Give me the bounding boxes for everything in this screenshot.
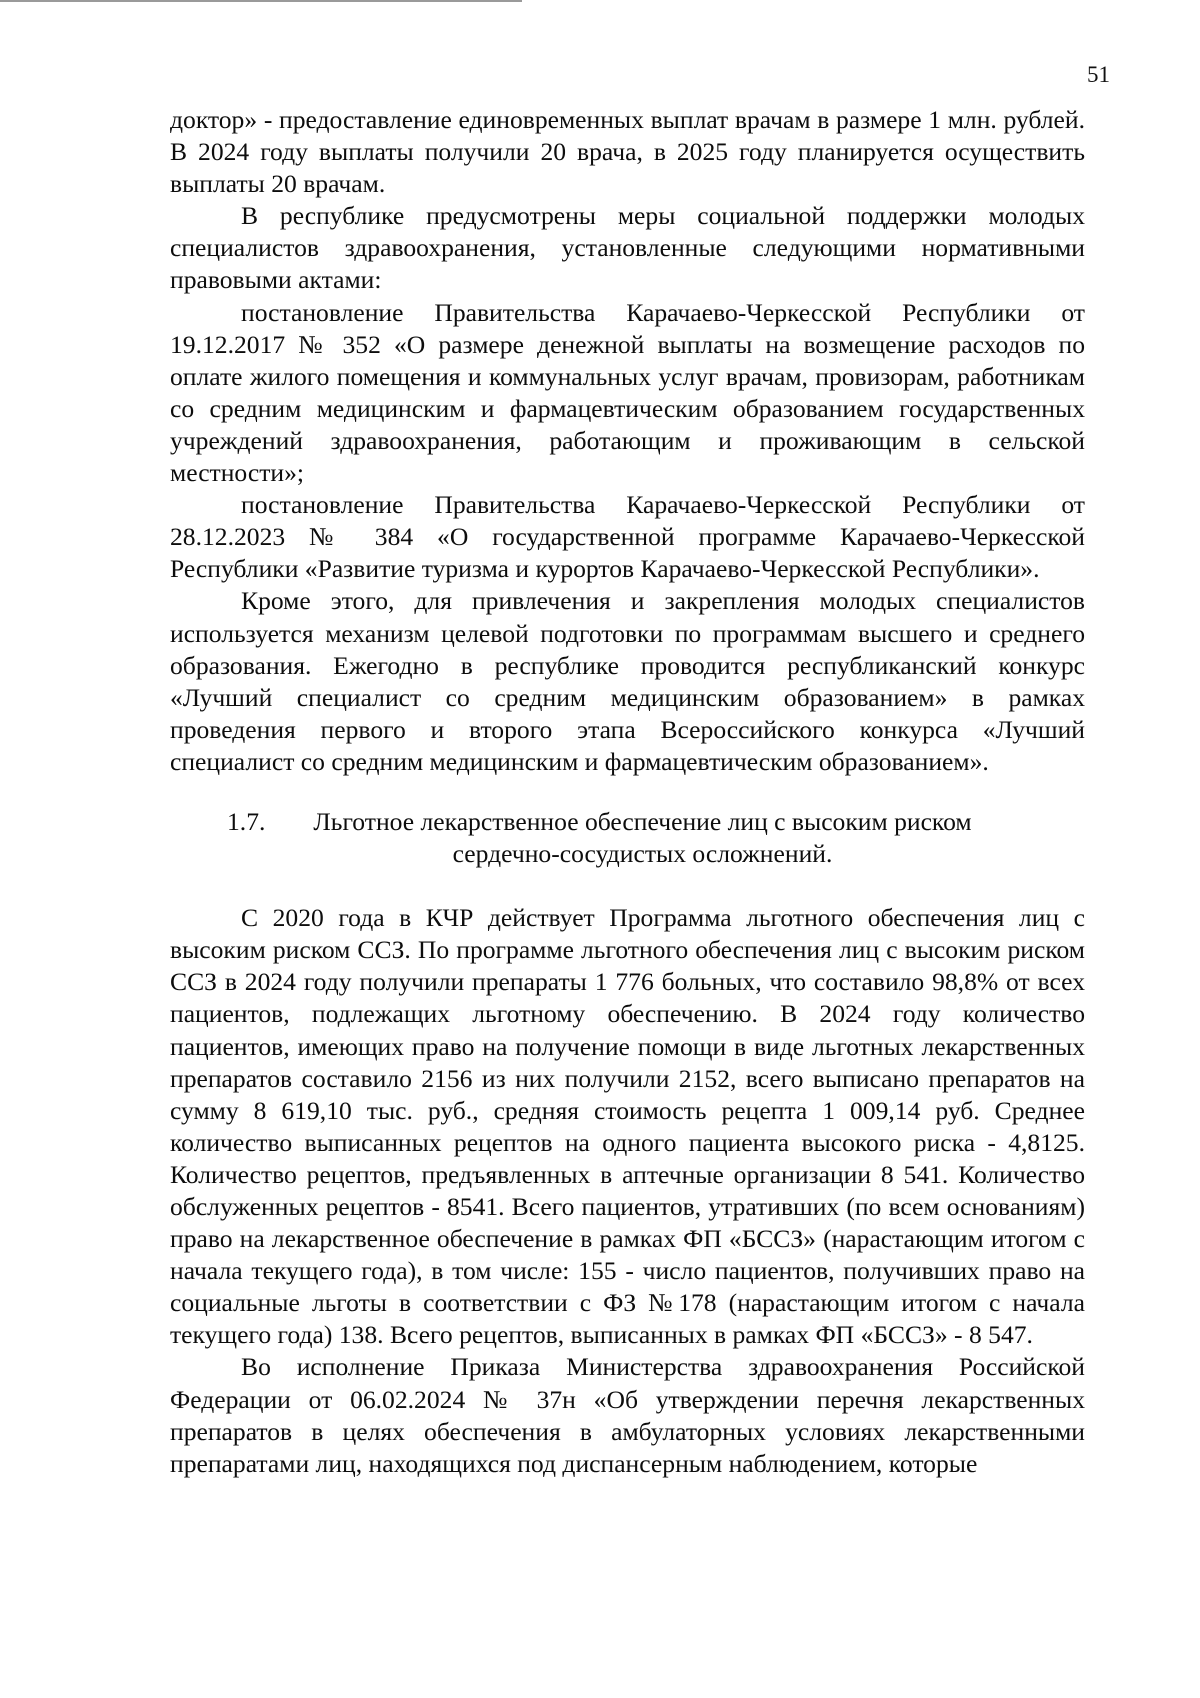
section-title-line2: сердечно-сосудистых осложнений. (452, 839, 833, 869)
section-heading (170, 806, 1085, 870)
page-number: 51 (1087, 62, 1110, 87)
paragraph-program-stats: С 2020 года в КЧР действует Программа льготного обеспечения лиц с высоким риском ССЗ. По программе льготного обеспечения лиц с высоким риском ССЗ в 2024 году получили препараты 1 776 больных, что составило 98,8% от всех пациентов, подлежащих льготному обеспечению. В 2024 году количество пациентов, имеющих право на получение помощи в виде льготных лекарственных препаратов составило 2156 из них получили 2152, всего выписано препаратов на сумму 8 619,10 тыс. руб., средняя стоимость рецепта 1 009,14 руб. Среднее количество выписанных рецептов на одного пациента высокого риска - 4,8125. Количество рецептов, предъявленных в аптечные организации 8 541. Количество обслуженных рецептов - 8541. Всего пациентов, утративших (по всем основаниям) право на лекарственное обеспечение в рамках ФП «БССЗ» (нарастающим итогом с начала текущего года), в том числе: 155 - число пациентов, получивших право на социальные льготы в соответствии с ФЗ №178 (нарастающим итогом с начала текущего года) 138. Всего рецептов, выписанных в рамках ФП «БССЗ» - 8 547. (170, 903, 1085, 1350)
paragraph-ministry-order: Во исполнение Приказа Министерства здравоохранения Российской Федерации от 06.02.2024 № 37н «Об утверждении перечня лекарственных препаратов в целях обеспечения в амбулаторных условиях лекарственными препаратами лиц, находящихся под диспансерным наблюдением, которые (170, 1352, 1085, 1478)
paragraph-targeted-training: Кроме этого, для привлечения и закрепления молодых специалистов используется механизм целевой подготовки по программам высшего и среднего образования. Ежегодно в республике проводится республиканский конкурс «Лучший специалист со средним медицинским образованием» в рамках проведения первого и второго этапа Всероссийского конкурса «Лучший специалист со средним медицинским и фармацевтическим образованием». (170, 586, 1085, 776)
paragraph-decree-384: постановление Правительства Карачаево-Черкесской Республики от 28.12.2023 № 384 «О государственной программе Карачаево-Черкесской Республики «Развитие туризма и курортов Карачаево-Черкесской Республики». (170, 490, 1085, 584)
section-number: 1.7. (227, 806, 266, 836)
document-body (170, 104, 1085, 1480)
section-title-line1: Льготное лекарственное обеспечение лиц с высоким риском (313, 806, 972, 836)
paragraph-continuation: доктор» - предоставление единовременных выплат врачам в размере 1 млн. рублей. В 2024 году выплаты получили 20 врача, в 2025 году планируется осуществить выплаты 20 врачам. (170, 105, 1085, 199)
paragraph-decree-352: постановление Правительства Карачаево-Черкесской Республики от 19.12.2017 № 352 «О размере денежной выплаты на возмещение расходов по оплате жилого помещения и коммунальных услуг врачам, провизорам, работникам со средним медицинским и фармацевтическим образованием государственных учреждений здравоохранения, работающим и проживающим в сельской местности»; (170, 297, 1085, 488)
paragraph-support-measures: В республике предусмотрены меры социальной поддержки молодых специалистов здравоохранения, установленные следующими нормативными правовыми актами: (170, 201, 1085, 295)
scan-edge-line (0, 0, 522, 2)
